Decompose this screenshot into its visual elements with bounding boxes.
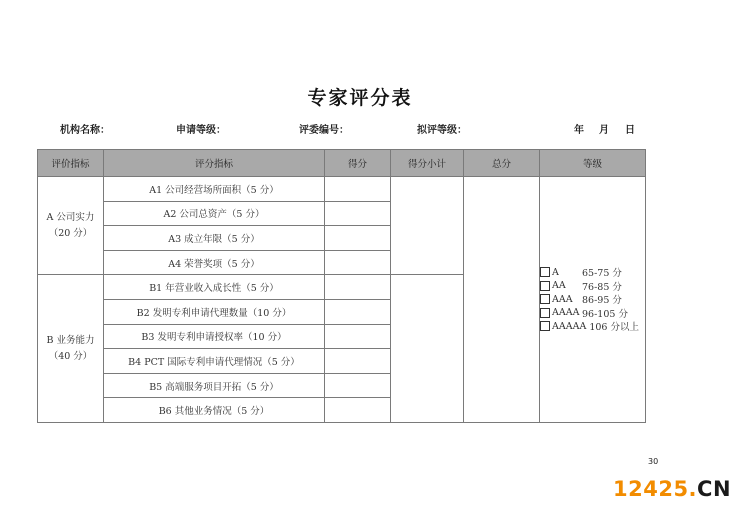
item-b2: B2 发明专利申请代理数量（10 分） bbox=[104, 299, 325, 324]
subtotal-cell-b[interactable] bbox=[391, 275, 464, 423]
item-a4: A4 荣誉奖项（5 分） bbox=[104, 250, 325, 275]
grade-option-aaa[interactable]: AAA 86-95 分 bbox=[540, 293, 645, 307]
item-b3: B3 发明专利申请授权率（10 分） bbox=[104, 324, 325, 349]
item-a2: A2 公司总资产（5 分） bbox=[104, 201, 325, 226]
item-b6: B6 其他业务情况（5 分） bbox=[104, 398, 325, 423]
score-cell-a2[interactable] bbox=[325, 201, 391, 226]
checkbox-icon[interactable] bbox=[540, 267, 550, 277]
table-header-row bbox=[38, 150, 646, 177]
score-cell-a4[interactable] bbox=[325, 250, 391, 275]
item-a1: A1 公司经营场所面积（5 分） bbox=[104, 177, 325, 202]
header-total: 总分 bbox=[464, 150, 540, 177]
score-cell-b3[interactable] bbox=[325, 324, 391, 349]
header-grade: 等级 bbox=[540, 150, 646, 177]
category-a-weight: （20 分） bbox=[48, 227, 93, 239]
proposed-level-label: 拟评等级： bbox=[417, 125, 467, 136]
category-a-cell bbox=[38, 177, 104, 275]
score-cell-b5[interactable] bbox=[325, 373, 391, 398]
item-b5: B5 高端服务项目开拓（5 分） bbox=[104, 373, 325, 398]
score-cell-b1[interactable] bbox=[325, 275, 391, 300]
grade-option-aa[interactable]: AA 76-85 分 bbox=[540, 279, 645, 293]
watermark-suffix: CN bbox=[697, 477, 731, 501]
category-b-weight: （40 分） bbox=[48, 350, 93, 362]
checkbox-icon[interactable] bbox=[540, 321, 550, 331]
score-cell-b2[interactable] bbox=[325, 299, 391, 324]
grade-option-aaaaa[interactable]: AAAAA 106 分以上 bbox=[540, 320, 645, 334]
category-b-label: B 业务能力 bbox=[46, 334, 95, 346]
page-title: 专家评分表 bbox=[307, 87, 413, 109]
score-cell-b6[interactable] bbox=[325, 398, 391, 423]
score-cell-a3[interactable] bbox=[325, 226, 391, 251]
apply-level-label: 申请等级： bbox=[176, 125, 226, 136]
item-a3: A3 成立年限（5 分） bbox=[104, 226, 325, 251]
page-number: 30 bbox=[648, 457, 659, 466]
header-eval-indicator: 评价指标 bbox=[38, 150, 104, 177]
category-a-label: A 公司实力 bbox=[46, 211, 95, 223]
day-label: 日 bbox=[625, 125, 635, 136]
site-watermark bbox=[613, 477, 731, 501]
score-table bbox=[37, 149, 646, 423]
checkbox-icon[interactable] bbox=[540, 294, 550, 304]
total-score-cell[interactable] bbox=[464, 177, 540, 423]
grade-option-aaaa[interactable]: AAAA 96-105 分 bbox=[540, 306, 645, 320]
reviewer-id-label: 评委编号： bbox=[299, 125, 349, 136]
category-b-cell bbox=[38, 275, 104, 423]
checkbox-icon[interactable] bbox=[540, 308, 550, 318]
org-name-label: 机构名称： bbox=[60, 125, 110, 136]
item-b1: B1 年营业收入成长性（5 分） bbox=[104, 275, 325, 300]
grade-option-a[interactable]: A 65-75 分 bbox=[540, 266, 645, 280]
month-label: 月 bbox=[599, 125, 609, 136]
header-score-indicator: 评分指标 bbox=[104, 150, 325, 177]
table-row bbox=[38, 177, 646, 202]
item-b4: B4 PCT 国际专利申请代理情况（5 分） bbox=[104, 349, 325, 374]
year-label: 年 bbox=[574, 125, 584, 136]
header-score: 得分 bbox=[325, 150, 391, 177]
subtotal-cell-a[interactable] bbox=[391, 177, 464, 275]
score-cell-a1[interactable] bbox=[325, 177, 391, 202]
watermark-main: 12425. bbox=[613, 477, 698, 501]
checkbox-icon[interactable] bbox=[540, 281, 550, 291]
header-subtotal: 得分小计 bbox=[391, 150, 464, 177]
score-cell-b4[interactable] bbox=[325, 349, 391, 374]
grade-cell bbox=[540, 177, 646, 423]
